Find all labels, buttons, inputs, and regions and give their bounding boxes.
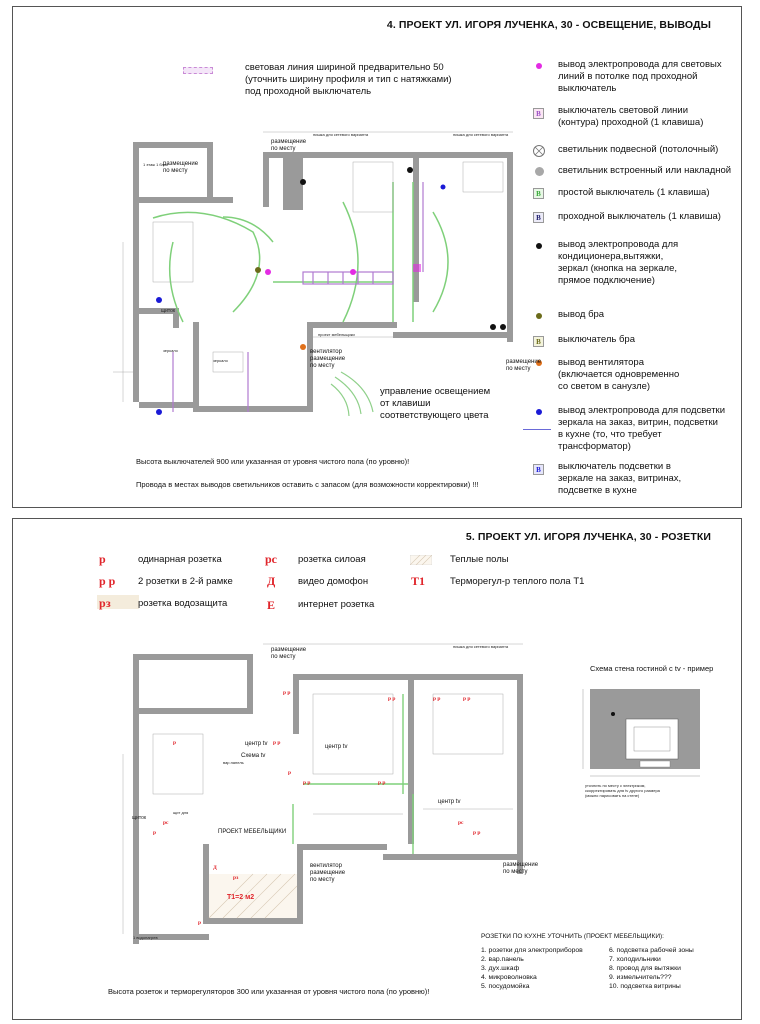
svg-text:зеркало: зеркало [163, 348, 178, 353]
svg-text:р: р [173, 740, 177, 746]
sockets-floor-plan [113, 634, 533, 964]
legend-item: вывод электропровода для кондиционера,вытяжки, зеркал (кнопка на зеркале, прямое подключение) [558, 239, 679, 286]
legend-item: простой выключатель (1 клавиша) [558, 187, 710, 198]
svg-text:1 водонагрев: 1 водонагрев [133, 935, 158, 940]
control-note: управление освещением от клавиши соответствующего цвета [380, 386, 491, 421]
grey-dot-icon [535, 167, 544, 176]
light-line-swatch [183, 67, 213, 74]
svg-text:р: р [198, 920, 202, 926]
tv-center-label: центр tv [438, 799, 461, 805]
legend-item: вывод электропровода для световых линий в потолке под проходной выключатель [558, 59, 722, 94]
svg-text:р: р [153, 830, 157, 836]
line-switch-icon: B [533, 108, 544, 119]
svg-text:р р: р р [283, 690, 291, 696]
svg-text:р р: р р [273, 740, 281, 746]
place-label: размещение по месту [163, 161, 199, 174]
svg-text:нишка для сетевого варианта: нишка для сетевого варианта [453, 644, 509, 649]
waterproof-socket-icon: рз [99, 596, 111, 610]
svg-text:нишка для сетевого варианта: нишка для сетевого варианта [313, 132, 369, 137]
magenta-dot-icon [536, 63, 542, 69]
sockets-sheet [12, 518, 742, 1020]
place-label: размещение по месту [503, 862, 539, 875]
svg-text:р р: р р [433, 696, 441, 702]
fan-label: вентилятор размещение по месту [310, 863, 346, 883]
kitchen-list-col1: 1. розетки для электроприборов 2. вар.панель 3. дух.шкаф 4. микроволновка 5. посудомойка [481, 947, 583, 990]
sheet2-title: 5. ПРОЕКТ УЛ. ИГОРЯ ЛУЧЕНКА, 30 - РОЗЕТКИ [465, 531, 711, 543]
lighting-sheet [12, 6, 742, 508]
shield-label: щиток [132, 815, 147, 821]
legend-item: вывод электропровода для подсветки зеркала на заказ, витрин, подсветки в кухне (то, что требует трансформатор) [558, 405, 726, 452]
svg-text:р р: р р [463, 696, 471, 702]
place-label: размещение по месту [506, 359, 542, 372]
socket-height-note: Высота розеток и терморегуляторов 300 или указанная от уровня чистого пола (по уровню)! [108, 987, 430, 996]
legend-item: Терморегул-р теплого пола Т1 [450, 576, 585, 587]
black-dot-icon [536, 243, 542, 249]
kitchen-list-col2: 6. подсветка рабочей зоны 7. холодильники 8. провод для вытяжки 9. измельчитель??? 10. подсветка витрины [609, 947, 694, 990]
legend-item: видео домофон [298, 576, 369, 587]
blue-line-icon [523, 429, 551, 430]
pass-switch-icon: B [533, 212, 544, 223]
sconce-switch-icon: B [533, 336, 544, 347]
svg-text:зеркало: зеркало [213, 358, 228, 363]
wire-note: Провода в местах выводов светильников оставить с запасом (для возможности корректировки) !!! [136, 480, 479, 489]
fan-label: вентилятор размещение по месту [310, 349, 346, 369]
place-label: размещение по месту [271, 139, 307, 152]
legend-item: розетка силоая [298, 554, 366, 565]
svg-text:р р: р р [378, 780, 386, 786]
kitchen-sockets-title: РОЗЕТКИ ПО КУХНЕ УТОЧНИТЬ (ПРОЕКТ МЕБЕЛЬЩИКИ): [481, 933, 664, 940]
wall-scheme-note: уточнить по месту с электриком, скорректировать для tv другого размера (можно нарисовать на стене) [585, 783, 660, 798]
svg-text:р: р [288, 770, 292, 776]
legend-item: проходной выключатель (1 клавиша) [558, 211, 721, 222]
cross-mark-icon [533, 145, 545, 157]
svg-text:р р: р р [388, 696, 396, 702]
legend-item: вывод бра [558, 309, 605, 320]
svg-text:рс: рс [163, 820, 169, 826]
svg-text:рс: рс [458, 820, 464, 826]
legend-item: выключатель бра [558, 334, 635, 345]
power-socket-icon: рс [265, 552, 277, 566]
legend-item: Теплые полы [450, 554, 509, 565]
single-socket-icon: р [99, 552, 106, 566]
olive-dot-icon [536, 313, 542, 319]
svg-text:рз: рз [233, 875, 239, 881]
sheet1-title: 4. ПРОЕКТ УЛ. ИГОРЯ ЛУЧЕНКА, 30 - ОСВЕЩЕНИЕ, ВЫВОДЫ [386, 19, 711, 31]
floor-area-label: Т1=2 м2 [227, 894, 255, 901]
svg-text:1 этаж 1 блок: 1 этаж 1 блок [143, 162, 168, 167]
tv-scheme-label: Схема tv [241, 753, 266, 759]
legend-item: светильник встроенный или накладной [558, 165, 732, 176]
switch-height-note: Высота выключателей 900 или указанная от уровня чистого пола (по уровню)! [136, 457, 410, 466]
svg-text:щит для: щит для [173, 810, 189, 815]
project-label: проект мебельщики [318, 332, 355, 337]
svg-text:нишка для сетевого варианта: нишка для сетевого варианта [453, 132, 509, 137]
backlight-switch-icon: B [533, 464, 544, 475]
place-label: размещение по месту [271, 647, 307, 660]
hatched-box-icon [410, 555, 432, 565]
legend-item: светильник подвесной (потолочный) [558, 144, 719, 155]
legend-item: выключатель подсветки в зеркале на заказ, витринах, подсветке в кухне [558, 461, 682, 496]
legend-item: вывод вентилятора (включается одновременно со светом в санузле) [558, 357, 680, 392]
legend-item: 2 розетки в 2-й рамке [138, 576, 233, 587]
simple-switch-icon: B [533, 188, 544, 199]
thermostat-icon: Т1 [411, 574, 426, 588]
internet-socket-icon: Е [267, 598, 276, 612]
svg-text:вар.панель: вар.панель [223, 760, 244, 765]
svg-text:р р: р р [473, 830, 481, 836]
legend-item: выключатель световой линии (контура) проходной (1 клавиша) [558, 105, 704, 128]
tv-center-label: центр tv [325, 744, 348, 750]
project-label: ПРОЕКТ МЕБЕЛЬЩИКИ [218, 829, 287, 835]
light-line-note: световая линия шириной предварительно 50 (уточнить ширину профиля и тип с натяжками) под проходной выключатель [245, 62, 452, 97]
blue-dot-icon [536, 409, 542, 415]
legend-item: интернет розетка [298, 599, 375, 610]
tv-wall-scheme [578, 679, 708, 784]
legend-item: одинарная розетка [138, 554, 222, 565]
svg-text:р р: р р [303, 780, 311, 786]
wall-scheme-title: Схема стена гостиной с tv - пример [590, 664, 714, 673]
svg-text:Д: Д [213, 865, 217, 871]
intercom-icon: Д [267, 574, 276, 588]
double-socket-icon: р р [99, 574, 116, 588]
shield-label: щиток [161, 308, 176, 314]
tv-center-label: центр tv [245, 741, 268, 747]
legend-item: розетка водозащита [138, 598, 228, 609]
